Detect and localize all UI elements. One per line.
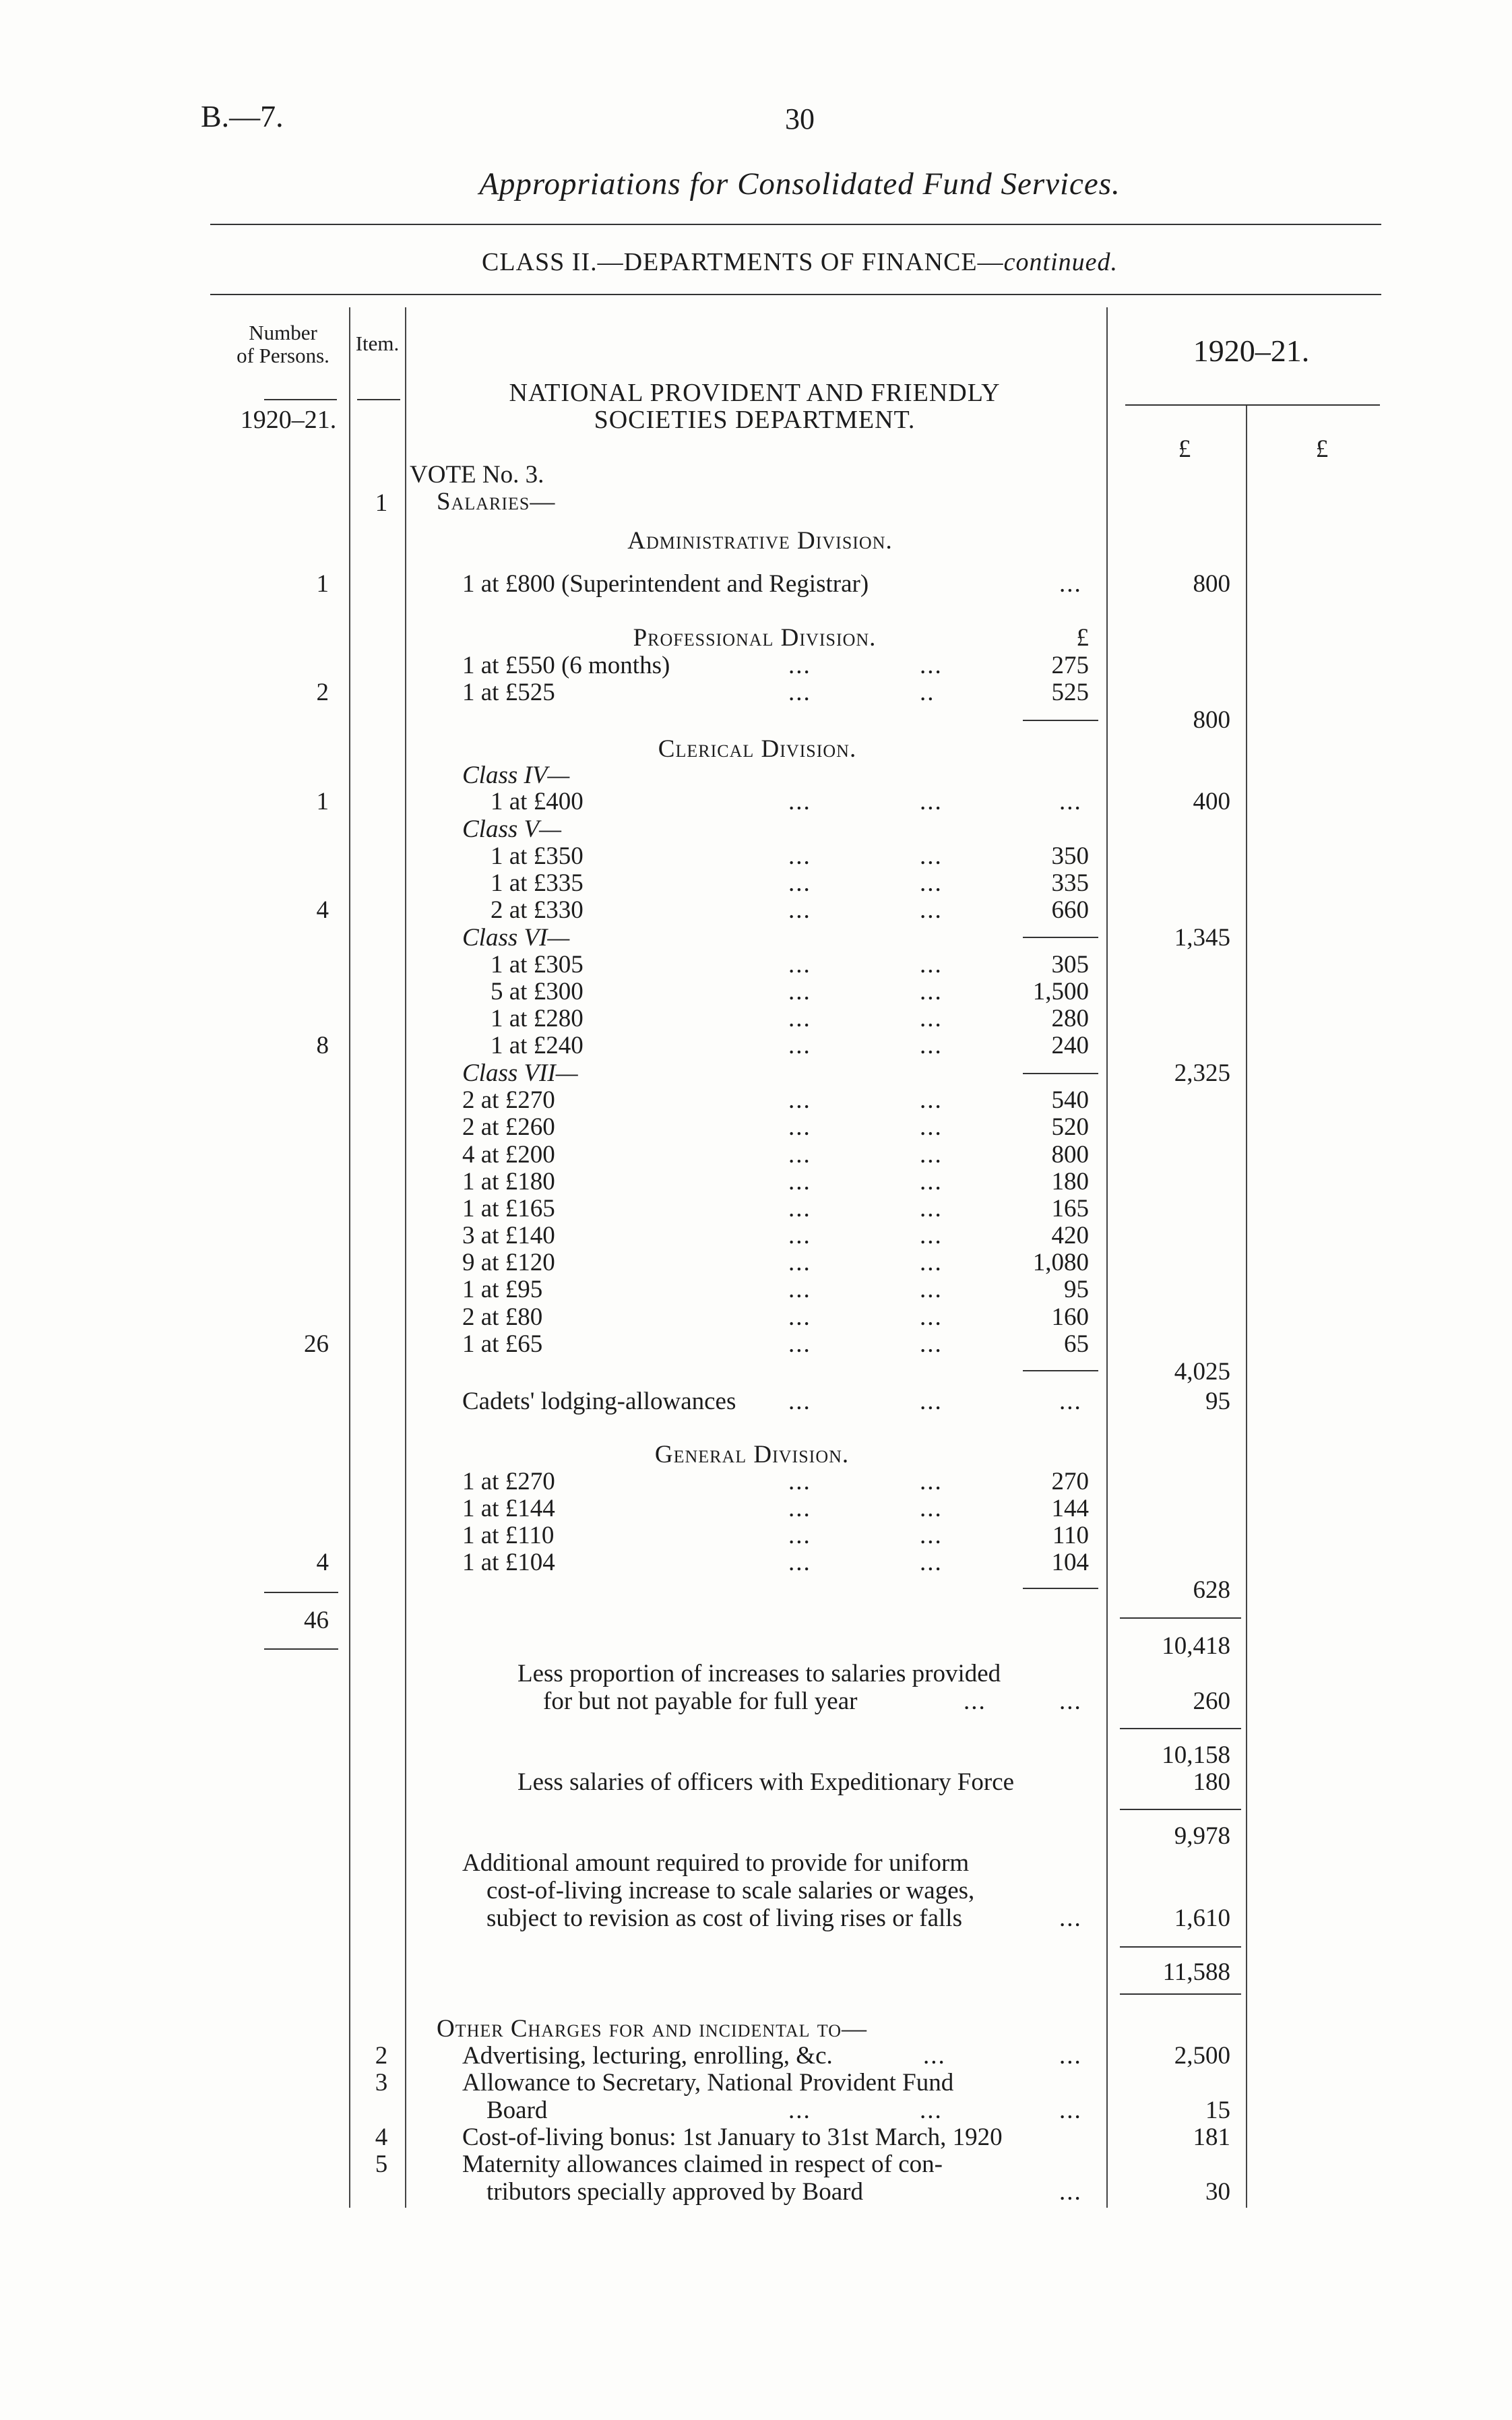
leader-dots: ...: [788, 842, 811, 870]
other-charge-amount: 2,500: [1174, 2042, 1230, 2070]
leader-dots: ...: [920, 1222, 943, 1249]
class-vii-line: 2 at £270: [462, 1086, 555, 1114]
leader-dots: ...: [788, 788, 811, 815]
professional-amount: 525: [1051, 679, 1089, 706]
leader-dots: ...: [788, 1141, 811, 1169]
subtotal-rule: [1023, 1370, 1098, 1371]
class-v-label: Class V—: [462, 815, 562, 843]
admin-persons: 1: [316, 570, 329, 598]
salaries-heading: Salaries—: [437, 488, 556, 516]
class-vi-line: 1 at £305: [491, 951, 584, 979]
general-line: 1 at £144: [462, 1495, 555, 1522]
professional-heading: Professional Division.: [633, 624, 877, 652]
class-vi-amount: 240: [1051, 1032, 1089, 1059]
class-vii-amount: 180: [1051, 1168, 1089, 1196]
admin-line: 1 at £800 (Superintendent and Registrar): [462, 570, 869, 598]
class-vii-amount: 160: [1051, 1303, 1089, 1331]
leader-dots: ...: [788, 1495, 811, 1522]
class-vii-line: 1 at £95: [462, 1276, 543, 1303]
leader-dots: ...: [1059, 2178, 1082, 2206]
sum-3: 9,978: [1174, 1822, 1230, 1850]
additional-line-3: subject to revision as cost of living rises or falls: [486, 1904, 962, 1932]
leader-dots: ...: [788, 1388, 811, 1415]
leader-dots: ...: [920, 1303, 943, 1331]
item-number-5: 5: [375, 2150, 388, 2178]
rule-item-head: [357, 399, 400, 400]
col-header-year-left: 1920–21.: [240, 406, 337, 434]
department-title-2: SOCIETIES DEPARTMENT.: [594, 406, 916, 434]
col-item-divider: [405, 307, 406, 2208]
class-vii-label: Class VII—: [462, 1059, 578, 1087]
leader-dots: ...: [920, 1141, 943, 1169]
item-number-4: 4: [375, 2123, 388, 2151]
class-vii-persons: 26: [304, 1330, 329, 1358]
persons-total-rule: [264, 1648, 338, 1650]
leader-dots: ...: [1059, 1687, 1082, 1715]
class-vii-line: 4 at £200: [462, 1141, 555, 1169]
leader-dots: ...: [920, 788, 943, 815]
leader-dots: ...: [788, 1249, 811, 1276]
other-charge-line-cont: Board: [486, 2097, 548, 2124]
item-number-2: 2: [375, 2042, 388, 2070]
leader-dots: ...: [1059, 2097, 1082, 2124]
class-iv-line: 1 at £400: [491, 788, 584, 815]
subtotal-rule: [1023, 1588, 1098, 1589]
class-vi-line: 1 at £240: [491, 1032, 584, 1059]
general-amount: 110: [1052, 1522, 1089, 1549]
col-pound-divider: [1246, 404, 1247, 2208]
leader-dots: ...: [920, 1388, 943, 1415]
leader-dots: ...: [920, 1032, 943, 1059]
page-title: Appropriations for Consolidated Fund Services.: [479, 166, 1121, 201]
leader-dots: ...: [788, 1113, 811, 1141]
leader-dots: ...: [920, 869, 943, 897]
class-iv-label: Class IV—: [462, 762, 570, 789]
leader-dots: ...: [788, 679, 811, 706]
general-persons: 4: [316, 1549, 329, 1576]
leader-dots: ...: [920, 1005, 943, 1032]
other-charge-amount: 181: [1193, 2123, 1230, 2151]
class-vii-amount: 800: [1051, 1141, 1089, 1169]
leader-dots: ...: [788, 896, 811, 924]
class-vi-line: 5 at £300: [491, 978, 584, 1005]
general-line: 1 at £110: [462, 1522, 555, 1549]
class-vi-amount: 305: [1051, 951, 1089, 979]
class-vi-persons: 8: [316, 1032, 329, 1059]
col-header-number: Number: [249, 321, 317, 344]
professional-line: 1 at £525: [462, 679, 555, 706]
sum-4: 11,588: [1162, 1958, 1230, 1986]
class-v-line: 2 at £330: [491, 896, 584, 924]
class-v-amount: 350: [1051, 842, 1089, 870]
leader-dots: ...: [788, 1330, 811, 1358]
leader-dots: ...: [920, 1168, 943, 1196]
vote-number: VOTE No. 3.: [410, 461, 544, 489]
cadets-line: Cadets' lodging-allowances: [462, 1388, 736, 1415]
leader-dots: ...: [920, 1495, 943, 1522]
col-header-year-right: 1920–21.: [1193, 334, 1310, 368]
class-vi-total: 2,325: [1174, 1059, 1230, 1087]
class-iv-total: 400: [1193, 788, 1230, 815]
general-heading: General Division.: [654, 1441, 850, 1468]
leader-dots: ...: [788, 652, 811, 679]
rule-persons-head: [264, 399, 337, 400]
class-vii-amount: 520: [1051, 1113, 1089, 1141]
col-amount-divider: [1106, 307, 1108, 2208]
class-vii-line: 2 at £80: [462, 1303, 543, 1331]
leader-dots: ...: [1059, 570, 1082, 598]
leader-dots: ...: [788, 1195, 811, 1222]
leader-dots: ...: [788, 1522, 811, 1549]
sum-rule: [1120, 1946, 1241, 1948]
leader-dots: ...: [920, 1330, 943, 1358]
professional-persons: 2: [316, 679, 329, 706]
leader-dots: ...: [788, 1086, 811, 1114]
class-vii-amount: 1,080: [1032, 1249, 1089, 1276]
page-ref: B.—7.: [201, 99, 284, 133]
class-v-line: 1 at £335: [491, 869, 584, 897]
department-title-1: NATIONAL PROVIDENT AND FRIENDLY: [509, 379, 1001, 407]
pound-sign-2: £: [1315, 435, 1329, 463]
class-vii-line: 9 at £120: [462, 1249, 555, 1276]
leader-dots: ...: [1059, 2042, 1082, 2070]
class-vii-line: 1 at £165: [462, 1195, 555, 1222]
class-vii-amount: 95: [1064, 1276, 1089, 1303]
item-number-3: 3: [375, 2069, 388, 2097]
leader-dots: ...: [788, 951, 811, 979]
leader-dots: ...: [1059, 1904, 1082, 1932]
leader-dots: ...: [920, 978, 943, 1005]
leader-dots: ...: [920, 1195, 943, 1222]
leader-dots: ...: [920, 1549, 943, 1576]
sum-rule: [1120, 1993, 1241, 1995]
class-vi-line: 1 at £280: [491, 1005, 584, 1032]
leader-dots: ...: [920, 951, 943, 979]
other-charge-amount: 30: [1205, 2178, 1230, 2206]
professional-total: 800: [1193, 706, 1230, 734]
leader-dots: ...: [920, 1522, 943, 1549]
sum-2: 10,158: [1162, 1741, 1230, 1769]
class-heading: CLASS II.—DEPARTMENTS OF FINANCE—continued.: [482, 248, 1118, 276]
leader-dots: ...: [788, 1005, 811, 1032]
col-persons-divider: [349, 307, 350, 2208]
class-vii-amount: 420: [1051, 1222, 1089, 1249]
admin-heading: Administrative Division.: [627, 527, 893, 555]
leader-dots: ...: [920, 652, 943, 679]
clerical-heading: Clerical Division.: [658, 735, 857, 763]
persons-total: 46: [304, 1607, 329, 1634]
class-vi-amount: 280: [1051, 1005, 1089, 1032]
leader-dots: ...: [788, 1222, 811, 1249]
leader-dots: ...: [788, 1303, 811, 1331]
other-charge-amount: 15: [1205, 2097, 1230, 2124]
class-vii-line: 1 at £180: [462, 1168, 555, 1196]
leader-dots: ...: [964, 1687, 986, 1715]
additional-amount: 1,610: [1174, 1904, 1230, 1932]
class-vii-amount: 540: [1051, 1086, 1089, 1114]
professional-line: 1 at £550 (6 months): [462, 652, 670, 679]
less-proportion-line-2: for but not payable for full year: [543, 1687, 858, 1715]
class-vi-amount: 1,500: [1032, 978, 1089, 1005]
sum-1: 10,418: [1162, 1632, 1230, 1660]
class-vi-label: Class VI—: [462, 924, 570, 952]
sum-rule: [1120, 1728, 1241, 1729]
general-line: 1 at £104: [462, 1549, 555, 1576]
class-v-total: 1,345: [1174, 924, 1230, 952]
leader-dots: ...: [1059, 788, 1082, 815]
subtotal-rule: [1023, 720, 1098, 721]
other-charge-line: Cost-of-living bonus: 1st January to 31st March, 1920: [462, 2123, 1003, 2151]
sum-rule: [1120, 1809, 1241, 1810]
additional-line-1: Additional amount required to provide for uniform: [462, 1849, 970, 1877]
leader-dots: ...: [788, 1032, 811, 1059]
leader-dots: ...: [920, 1276, 943, 1303]
class-vii-amount: 165: [1051, 1195, 1089, 1222]
leader-dots: ...: [788, 978, 811, 1005]
less-proportion-amount: 260: [1193, 1687, 1230, 1715]
leader-dots: ...: [920, 1086, 943, 1114]
admin-total: 800: [1193, 570, 1230, 598]
rule-class: [210, 294, 1381, 295]
class-vii-line: 1 at £65: [462, 1330, 543, 1358]
leader-dots: ...: [920, 842, 943, 870]
class-vii-total: 4,025: [1174, 1358, 1230, 1386]
class-iv-persons: 1: [316, 788, 329, 815]
rule-year-head: [1125, 404, 1380, 406]
leader-dots: ...: [788, 1168, 811, 1196]
subtotal-rule: [1023, 937, 1098, 938]
rule-top: [210, 224, 1381, 225]
cadets-total: 95: [1205, 1388, 1230, 1415]
class-v-amount: 335: [1051, 869, 1089, 897]
class-vii-line: 3 at £140: [462, 1222, 555, 1249]
other-charges-heading: Other Charges for and incidental to—: [437, 2015, 867, 2043]
general-amount: 104: [1051, 1549, 1089, 1576]
class-vii-line: 2 at £260: [462, 1113, 555, 1141]
sum-rule: [1120, 1617, 1241, 1619]
class-v-persons: 4: [316, 896, 329, 924]
persons-sum-rule: [264, 1592, 338, 1593]
leader-dots: ...: [788, 1276, 811, 1303]
leader-dots: ...: [788, 1549, 811, 1576]
professional-amount: 275: [1051, 652, 1089, 679]
other-charge-line: Maternity allowances claimed in respect of con-: [462, 2150, 943, 2178]
less-proportion-line-1: Less proportion of increases to salaries provided: [517, 1660, 1001, 1687]
general-total: 628: [1193, 1576, 1230, 1604]
leader-dots: ...: [788, 2097, 811, 2124]
page-number: 30: [785, 102, 815, 135]
other-charge-line: Advertising, lecturing, enrolling, &c.: [462, 2042, 833, 2070]
class-v-line: 1 at £350: [491, 842, 584, 870]
leader-dots: ...: [920, 1113, 943, 1141]
leader-dots: ...: [920, 1468, 943, 1495]
pound-sign-1: £: [1178, 435, 1191, 463]
less-expeditionary-amount: 180: [1193, 1768, 1230, 1796]
general-amount: 270: [1051, 1468, 1089, 1495]
class-v-amount: 660: [1051, 896, 1089, 924]
leader-dots: ...: [788, 869, 811, 897]
leader-dots: ...: [788, 1468, 811, 1495]
other-charge-line: Allowance to Secretary, National Provident Fund: [462, 2069, 954, 2097]
additional-line-2: cost-of-living increase to scale salaries or wages,: [486, 1877, 975, 1904]
less-expeditionary-line: Less salaries of officers with Expeditionary Force: [517, 1768, 1015, 1796]
leader-dots: ...: [920, 1249, 943, 1276]
leader-dots: ...: [1059, 1388, 1082, 1415]
general-amount: 144: [1051, 1495, 1089, 1522]
subtotal-rule: [1023, 1073, 1098, 1074]
class-vii-amount: 65: [1064, 1330, 1089, 1358]
leader-dots: ...: [920, 2097, 943, 2124]
item-number-1: 1: [375, 489, 388, 517]
leader-dots: ...: [920, 896, 943, 924]
other-charge-line-cont: tributors specially approved by Board: [486, 2178, 863, 2206]
professional-pound: £: [1076, 624, 1089, 652]
col-header-persons: of Persons.: [237, 344, 329, 367]
leader-dots: ..: [920, 679, 935, 706]
col-header-item: Item.: [355, 332, 400, 355]
general-line: 1 at £270: [462, 1468, 555, 1495]
leader-dots: ...: [923, 2042, 946, 2070]
